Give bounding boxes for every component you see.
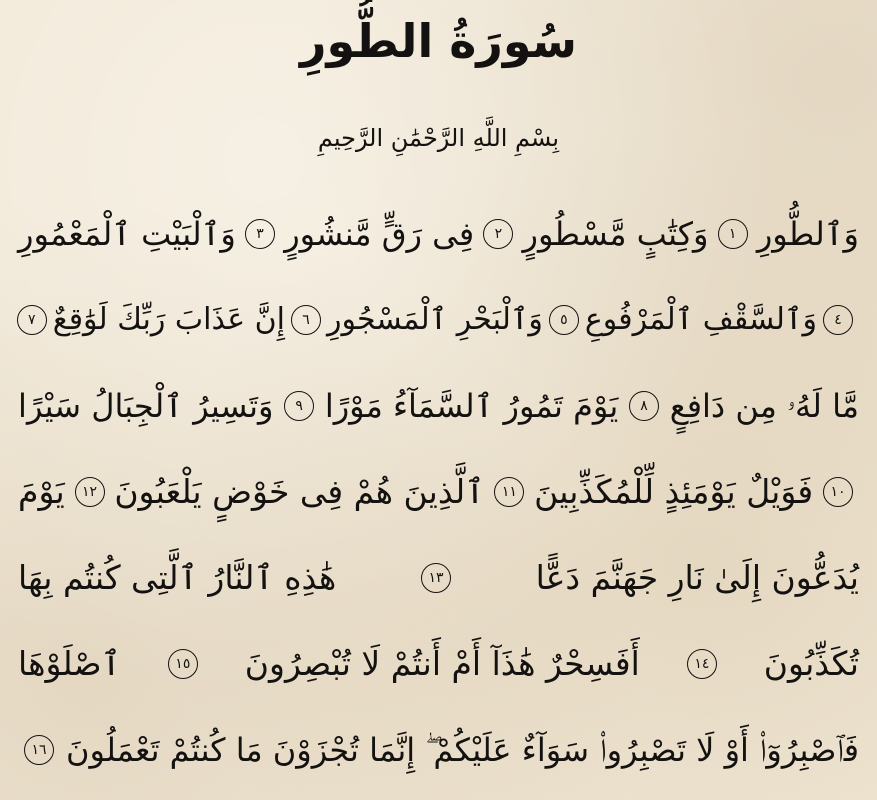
verse-text: وَكِتَٰبٍ مَّسْطُورٍ: [522, 215, 709, 253]
ayah-number-marker: ٣: [245, 219, 275, 249]
ayah-number-marker: ١٣: [421, 563, 451, 593]
verse-line: [18, 190, 859, 278]
ayah-number-marker: ١١: [494, 477, 524, 507]
verse-line: [18, 276, 859, 364]
ayah-number-marker: ١٥: [168, 649, 198, 679]
verse-text: ٱلَّذِينَ هُمْ فِى خَوْضٍ يَلْعَبُونَ: [114, 472, 485, 511]
ayah-number-marker: ٦: [291, 305, 321, 335]
verse-text: إِنَّ عَذَابَ رَبِّكَ لَوَٰقِعٌ: [52, 302, 286, 337]
verse-text: وَتَسِيرُ ٱلْجِبَالُ سَيْرًا: [18, 387, 274, 425]
ayah-number-marker: ٢: [483, 219, 513, 249]
verse-text: وَٱلْبَيْتِ ٱلْمَعْمُورِ: [18, 215, 236, 253]
ayah-number-marker: ١٠: [823, 477, 853, 507]
verse-line: [18, 362, 859, 450]
verse-line: [18, 448, 859, 536]
verse-text: يُدَعُّونَ إِلَىٰ نَارِ جَهَنَّمَ دَعًّا: [535, 558, 859, 597]
verse-line: [18, 706, 859, 794]
verse-text: فَٱصْبِرُوٓا۟ أَوْ لَا تَصْبِرُوا۟ سَوَآءٌ عَلَيْكُمْ ۖ إِنَّمَا تُجْزَوْنَ مَا كُنتُمْ تَعْمَلُونَ: [66, 731, 859, 769]
surah-title: سُورَةُ الطُّورِ: [300, 14, 577, 68]
ayah-number-marker: ٤: [823, 305, 853, 335]
verse-text: مَّا لَهُۥ مِن دَافِعٍ: [669, 387, 859, 425]
verse-text: فَوَيْلٌ يَوْمَئِذٍ لِّلْمُكَذِّبِينَ: [534, 472, 814, 511]
ayah-number-marker: ٥: [549, 305, 579, 335]
ayah-number-marker: ١٦: [24, 735, 54, 765]
verse-text: وَٱلْبَحْرِ ٱلْمَسْجُورِ: [327, 302, 543, 337]
ayah-number-marker: ١٤: [687, 649, 717, 679]
verse-text: وَٱلسَّقْفِ ٱلْمَرْفُوعِ: [584, 302, 817, 337]
basmala: بِسْمِ اللَّهِ الرَّحْمَٰنِ الرَّحِيمِ: [317, 124, 560, 152]
verse-text: فِى رَقٍّ مَّنشُورٍ: [284, 215, 475, 253]
verse-text: ٱصْلَوْهَا: [18, 644, 121, 683]
verse-text: يَوْمَ تَمُورُ ٱلسَّمَآءُ مَوْرًا: [324, 387, 619, 425]
verse-text: أَفَسِحْرٌ هَٰذَآ أَمْ أَنتُمْ لَا تُبْصِرُونَ: [244, 644, 640, 683]
ayah-number-marker: ٩: [284, 391, 314, 421]
ayah-number-marker: ٧: [17, 305, 47, 335]
ayah-number-marker: ١٢: [75, 477, 105, 507]
verse-text: وَٱلطُّورِ: [756, 215, 859, 253]
ayah-number-marker: ١: [718, 219, 748, 249]
verse-text: تُكَذِّبُونَ: [763, 644, 859, 683]
ayah-number-marker: ٨: [629, 391, 659, 421]
verse-text: هَٰذِهِ ٱلنَّارُ ٱلَّتِى كُنتُم بِهَا: [18, 558, 337, 597]
verse-line: [18, 534, 859, 622]
verse-text: يَوْمَ: [18, 472, 65, 511]
verse-line: [18, 620, 859, 708]
